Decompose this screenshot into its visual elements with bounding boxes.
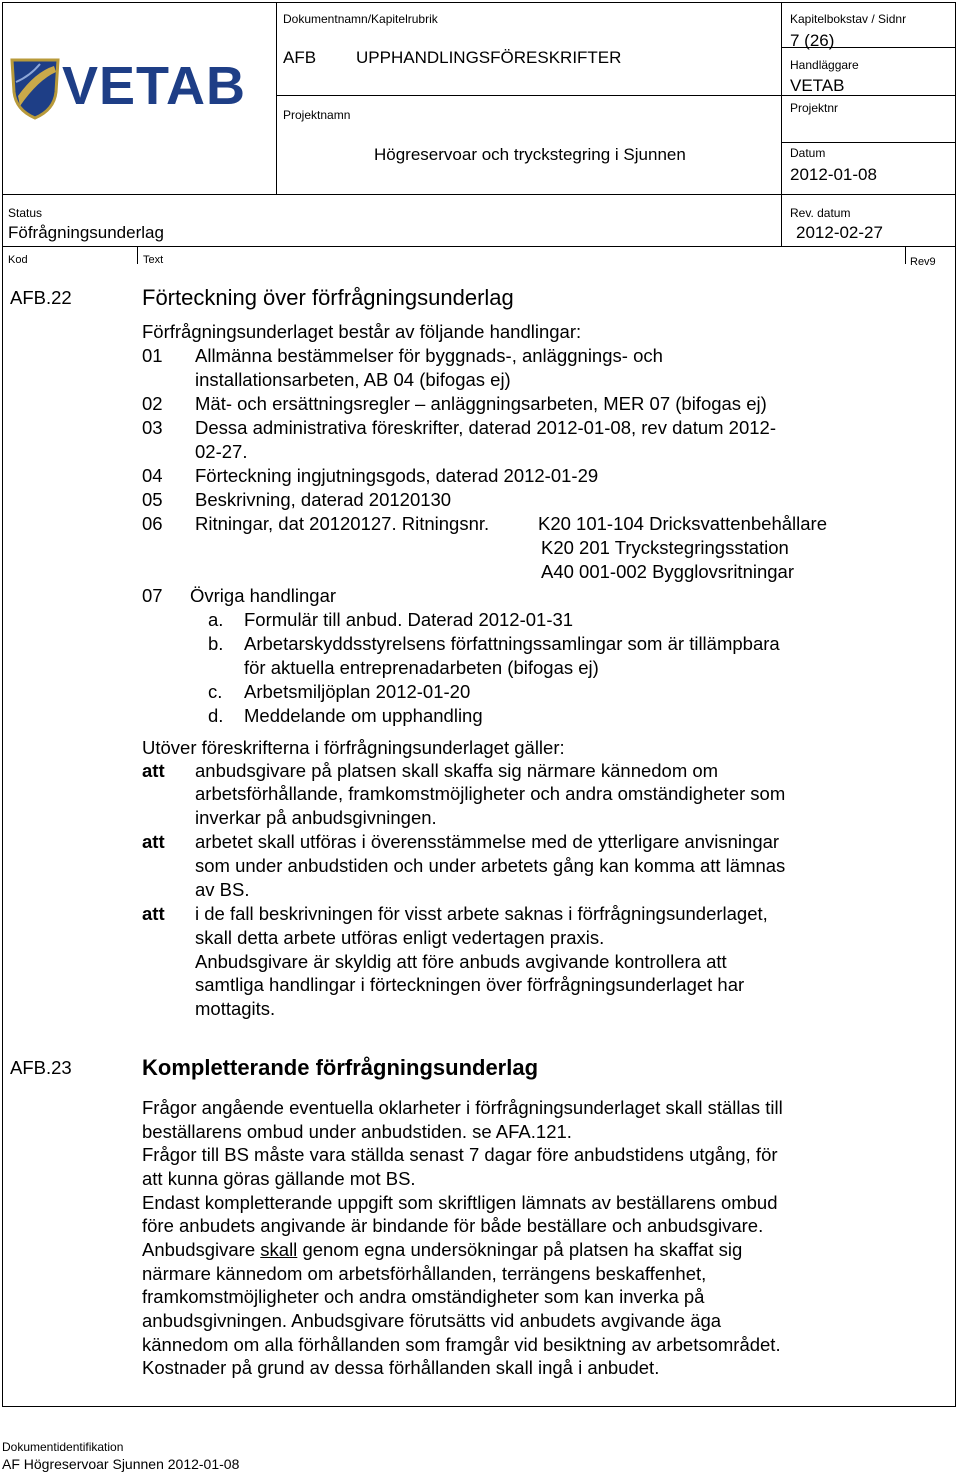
chapter-label: Dokumentnamn/Kapitelrubrik <box>283 12 438 26</box>
item-num: 05 <box>142 489 163 510</box>
subitem-text: för aktuella entreprenadarbeten (bifogas ej) <box>244 657 599 678</box>
subitem-text: Arbetarskyddsstyrelsens författningssamlingar som är tillämpbara <box>244 633 780 654</box>
date-value: 2012-01-08 <box>790 165 877 184</box>
section-code-afb23: AFB.23 <box>10 1057 72 1078</box>
paragraph-line: kännedom om alla förhållanden som framgår vid besiktning av arbetsområdet. <box>142 1334 781 1355</box>
handler-label: Handläggare <box>790 58 859 72</box>
col-tick-text <box>137 246 138 264</box>
intro-text: Förfrågningsunderlaget består av följande handlingar: <box>142 321 582 342</box>
att-label: att <box>142 903 165 924</box>
section-code-afb22: AFB.22 <box>10 287 72 308</box>
header-vline-1 <box>276 2 277 194</box>
att-text: anbudsgivare på platsen skall skaffa sig närmare kännedom om <box>195 760 719 781</box>
paragraph-fragment: genom egna undersökningar på platsen ha skaffat sig <box>302 1239 743 1260</box>
header-hline-doc <box>276 95 781 96</box>
item-num: 03 <box>142 417 163 438</box>
paragraph-line: närmare kännedom om arbetsförhållanden, terrängens beskaffenhet, <box>142 1263 707 1284</box>
doc-code: AFB <box>283 48 317 67</box>
project-name: Högreservoar och tryckstegring i Sjunnen <box>374 145 686 164</box>
item-text: Övriga handlingar <box>190 585 337 606</box>
att-text: inverkar på anbudsgivningen. <box>195 807 437 828</box>
item-text: Förteckning ingjutningsgods, daterad 2012-01-29 <box>195 465 599 486</box>
item-text: Mät- och ersättningsregler – anläggningsarbeten, MER 07 (bifogas ej) <box>195 393 767 414</box>
paragraph-fragment: Anbudsgivare <box>142 1239 256 1260</box>
att-text: samtliga handlingar i förteckningen över förfrågningsunderlaget har <box>195 974 745 995</box>
subitem-label: d. <box>208 705 224 726</box>
header-hline-projno <box>781 142 956 143</box>
col-rev: Rev9 <box>910 256 936 268</box>
underlined-word: skall <box>260 1239 298 1260</box>
header-divider <box>2 194 956 195</box>
att-text: av BS. <box>195 879 250 900</box>
att-text: mottagits. <box>195 998 276 1019</box>
paragraph-line <box>142 1238 742 1261</box>
paragraph-line: beställarens ombud under anbudstiden. se AFA.121. <box>142 1121 572 1142</box>
extra-intro: Utöver föreskrifterna i förfrågningsunderlaget gäller: <box>142 737 565 758</box>
paragraph-line: Frågor angående eventuella oklarheter i förfrågningsunderlaget skall ställas till <box>142 1097 783 1118</box>
rev-date-label: Rev. datum <box>790 206 851 220</box>
drawing-list-item: K20 201 Tryckstegringsstation <box>541 537 789 558</box>
doc-id-value: AF Högreservoar Sjunnen 2012-01-08 <box>2 1456 240 1472</box>
date-label: Datum <box>790 146 826 160</box>
item-num: 06 <box>142 513 163 534</box>
header-vline-2 <box>781 2 782 246</box>
paragraph-line: Kostnader på grund av dessa förhållanden skall ingå i anbudet. <box>142 1357 660 1378</box>
item-num: 07 <box>142 585 163 606</box>
section-title-afb23: Kompletterande förfrågningsunderlag <box>142 1055 539 1080</box>
paragraph-line: framkomstmöjligheter och andra omständigheter som kan inverka på <box>142 1286 705 1307</box>
subitem-text: Formulär till anbud. Daterad 2012-01-31 <box>244 609 574 630</box>
att-text: i de fall beskrivningen för visst arbete saknas i förfrågningsunderlaget, <box>195 903 768 924</box>
item-num: 04 <box>142 465 163 486</box>
section-title-afb22: Förteckning över förfrågningsunderlag <box>142 285 514 310</box>
drawing-list-item: K20 101-104 Dricksvattenbehållare <box>538 513 827 534</box>
paragraph-line: Endast kompletterande uppgift som skriftligen lämnats av beställarens ombud <box>142 1192 778 1213</box>
item-text: Beskrivning, daterad 20120130 <box>195 489 452 510</box>
subitem-label: b. <box>208 633 224 654</box>
project-name-label: Projektnamn <box>283 108 351 122</box>
subitem-text: Meddelande om upphandling <box>244 705 483 726</box>
item-text: Dessa administrativa föreskrifter, daterad 2012-01-08, rev datum 2012- <box>195 417 776 438</box>
rev-date-value: 2012-02-27 <box>796 223 883 242</box>
paragraph-line: Frågor till BS måste vara ställda senast 7 dagar före anbudstidens utgång, för <box>142 1144 778 1165</box>
item-text: installationsarbeten, AB 04 (bifogas ej) <box>195 369 511 390</box>
item-text: 02-27. <box>195 441 248 462</box>
subitem-label: c. <box>208 681 223 702</box>
item-num: 01 <box>142 345 163 366</box>
subitem-label: a. <box>208 609 224 630</box>
att-text: arbetet skall utföras i överensstämmelse med de ytterligare anvisningar <box>195 831 780 852</box>
status-label: Status <box>8 206 43 220</box>
project-no-label: Projektnr <box>790 101 839 115</box>
logo-wordmark: VETAB <box>62 56 247 116</box>
status-value: Föfrågningsunderlag <box>8 223 164 242</box>
item-text: Ritningar, dat 20120127. Ritningsnr. <box>195 513 490 534</box>
status-divider <box>2 246 956 247</box>
att-text: som under anbudstiden och under arbetets gång kan komma att lämnas <box>195 855 786 876</box>
col-text: Text <box>143 254 164 266</box>
page-label: Kapitelbokstav / Sidnr <box>790 12 907 26</box>
col-kod: Kod <box>8 254 28 266</box>
subitem-text: Arbetsmiljöplan 2012-01-20 <box>244 681 471 702</box>
page-value: 7 (26) <box>790 31 835 50</box>
drawing-list-item: A40 001-002 Bygglovsritningar <box>541 561 794 582</box>
item-text: Allmänna bestämmelser för byggnads-, anläggnings- och <box>195 345 663 366</box>
att-text: Anbudsgivare är skyldig att före anbuds avgivande kontrollera att <box>195 951 727 972</box>
att-text: arbetsförhållande, framkomstmöjligheter och andra omständigheter som <box>195 783 786 804</box>
item-num: 02 <box>142 393 163 414</box>
col-tick-rev <box>905 246 906 264</box>
att-label: att <box>142 760 165 781</box>
vetab-logo <box>10 52 270 127</box>
paragraph-line: före anbudets angivande är bindande för både beställare och anbudsgivare. <box>142 1215 764 1236</box>
paragraph-line: anbudsgivningen. Anbudsgivare förutsätts vid anbudets avgivande äga <box>142 1310 722 1331</box>
doc-title: UPPHANDLINGSFÖRESKRIFTER <box>356 48 622 67</box>
handler-value: VETAB <box>790 76 845 95</box>
att-text: skall detta arbete utföras enligt vedertagen praxis. <box>195 927 605 948</box>
paragraph-line: att kunna göras gällande mot BS. <box>142 1168 416 1189</box>
doc-id-label: Dokumentidentifikation <box>2 1440 124 1454</box>
att-label: att <box>142 831 165 852</box>
